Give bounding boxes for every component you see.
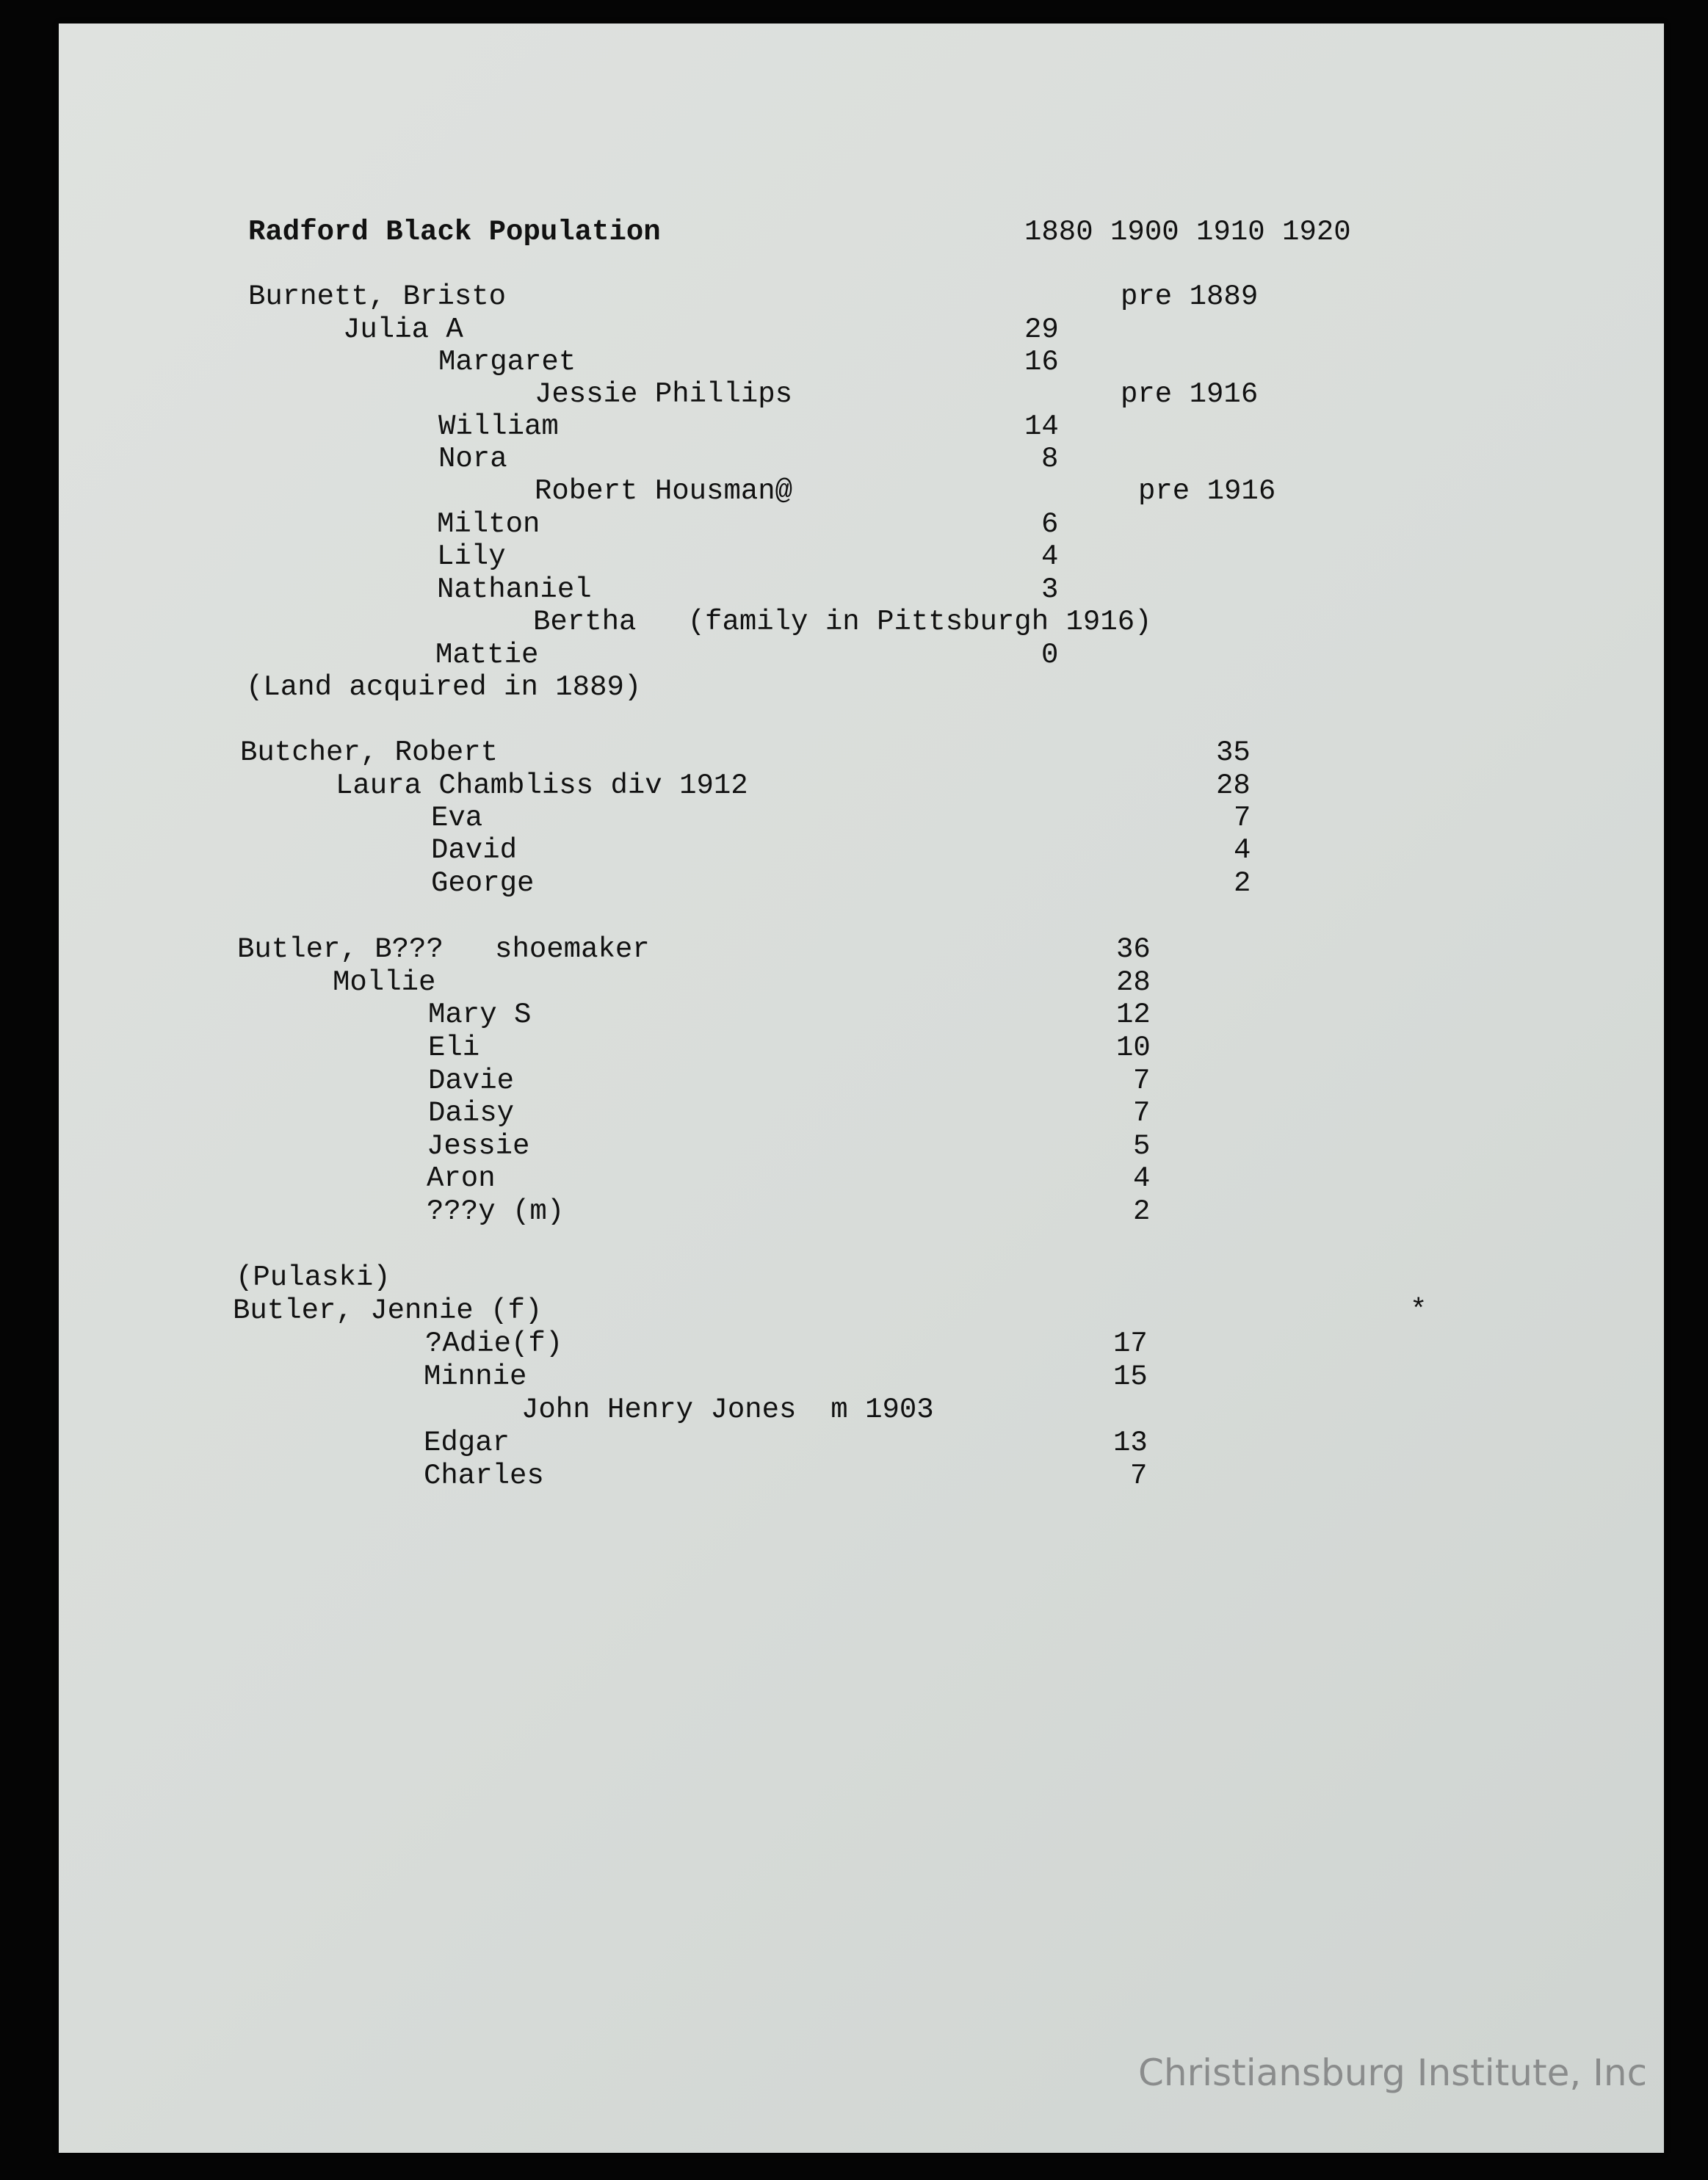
asterisk-mark: * [1410, 1294, 1427, 1327]
person-age: 5 [1133, 1130, 1151, 1162]
person-name: ?Adie(f) [425, 1328, 563, 1360]
person-age: 3 [1041, 573, 1059, 606]
person-age: 17 [1113, 1328, 1148, 1360]
person-name: Julia A [343, 314, 463, 346]
person-name: Charles [424, 1460, 544, 1492]
person-name: Eva [431, 802, 483, 834]
person-name: ???y (m) [427, 1195, 565, 1228]
person-age: 7 [1130, 1460, 1148, 1492]
page-title: Radford Black Population [248, 216, 661, 248]
person-name: Mollie [333, 966, 436, 999]
family-note: (Pulaski) [236, 1261, 391, 1294]
person-name: Aron [427, 1162, 496, 1195]
person-name: Butler, B??? shoemaker [237, 933, 650, 966]
person-age: 4 [1041, 540, 1059, 573]
person-name: Milton [437, 508, 540, 540]
watermark: Christiansburg Institute, Inc [1138, 2052, 1648, 2094]
person-age: 7 [1133, 1097, 1151, 1129]
person-name: Butler, Jennie (f) [233, 1294, 543, 1327]
person-age: 8 [1041, 443, 1059, 475]
family-note: (Land acquired in 1889) [246, 671, 642, 703]
person-name: Eli [428, 1032, 480, 1064]
person-name: David [431, 834, 518, 866]
person-name: Butcher, Robert [240, 736, 499, 769]
person-age: 28 [1216, 769, 1251, 802]
document-page [59, 23, 1664, 2153]
person-name: Nathaniel [437, 573, 592, 606]
person-age: 0 [1041, 639, 1059, 671]
person-age: 7 [1133, 1065, 1151, 1097]
person-age: 14 [1024, 410, 1059, 443]
person-note: pre 1889 [1121, 280, 1259, 313]
person-name: Burnett, Bristo [248, 280, 507, 313]
person-age: 35 [1216, 736, 1251, 769]
person-name: Robert Housman@ [535, 475, 793, 507]
person-name: Jessie [427, 1130, 530, 1162]
person-age: 10 [1116, 1032, 1151, 1064]
person-name: Davie [428, 1065, 515, 1097]
person-age: 12 [1116, 999, 1151, 1031]
person-age: 4 [1133, 1162, 1151, 1195]
person-name: Edgar [424, 1427, 510, 1459]
person-name: Minnie [424, 1361, 527, 1393]
person-age: 29 [1024, 314, 1059, 346]
person-name: William [438, 410, 559, 443]
person-age: 28 [1116, 966, 1151, 999]
person-name: Laura Chambliss div 1912 [336, 769, 748, 802]
person-name: Margaret [438, 346, 576, 378]
person-name: Nora [438, 443, 507, 475]
person-name: Daisy [428, 1097, 515, 1129]
person-age: 13 [1113, 1427, 1148, 1459]
person-name: Jessie Phillips [535, 378, 793, 410]
census-years-header: 1880 1900 1910 1920 [1024, 216, 1351, 248]
person-name: Mattie [435, 639, 539, 671]
person-name: George [431, 867, 535, 899]
person-name: Lily [437, 540, 506, 573]
person-note: pre 1916 [1121, 378, 1259, 410]
person-age: 36 [1116, 933, 1151, 966]
person-age: 2 [1234, 867, 1251, 899]
person-age: 15 [1113, 1361, 1148, 1393]
person-name: Mary S [428, 999, 532, 1031]
person-name: John Henry Jones m 1903 [521, 1394, 934, 1426]
person-name: Bertha (family in Pittsburgh 1916) [533, 606, 1152, 638]
person-age: 6 [1041, 508, 1059, 540]
person-age: 7 [1234, 802, 1251, 834]
person-age: 4 [1234, 834, 1251, 866]
person-note: pre 1916 [1138, 475, 1276, 507]
person-age: 2 [1133, 1195, 1151, 1228]
person-age: 16 [1024, 346, 1059, 378]
